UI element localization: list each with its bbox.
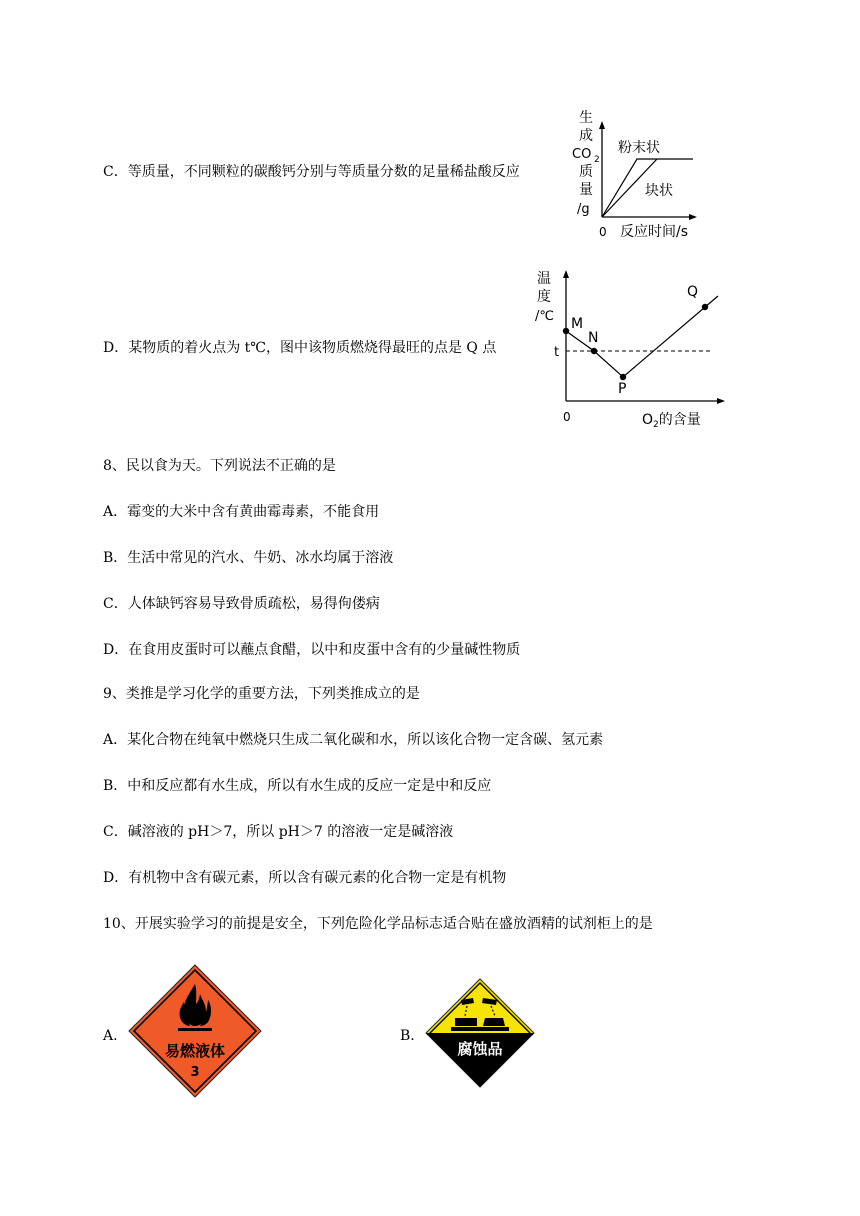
chart-c-ylabel-1: 生 bbox=[579, 110, 593, 126]
q9-option-c: C．碱溶液的 pH＞7，所以 pH＞7 的溶液一定是碱溶液 bbox=[103, 824, 454, 840]
chart-c-ylabel-4: 质 bbox=[579, 164, 593, 180]
corrosive-sign bbox=[425, 978, 535, 1088]
chart-d-xlabel: $O_2$的含量 bbox=[642, 412, 701, 430]
chart-temperature-vs-o2 bbox=[532, 265, 732, 435]
label-m: M bbox=[571, 316, 584, 332]
point-q bbox=[702, 304, 708, 310]
q9-option-d: D．有机物中含有碳元素，所以含有碳元素的化合物一定是有机物 bbox=[103, 870, 507, 886]
q10-option-a-label: A. bbox=[103, 1028, 118, 1044]
legend-powder: 粉末状 bbox=[618, 140, 660, 156]
flammable-liquid-sign bbox=[128, 964, 262, 1098]
q9-option-b: B．中和反应都有水生成，所以有水生成的反应一定是中和反应 bbox=[103, 778, 492, 794]
q8-option-d: D．在食用皮蛋时可以蘸点食醋，以中和皮蛋中含有的少量碱性物质 bbox=[103, 642, 521, 658]
chart-c-y-arrow bbox=[599, 121, 605, 129]
label-n: N bbox=[588, 330, 599, 346]
chart-d-x-arrow bbox=[717, 398, 725, 404]
chart-d-t-label: t bbox=[554, 345, 560, 360]
q8-option-a: A．霉变的大米中含有黄曲霉毒素，不能食用 bbox=[103, 504, 380, 520]
q9-stem: 9、类推是学习化学的重要方法，下列类推成立的是 bbox=[103, 686, 420, 702]
chart-c-x-arrow bbox=[689, 214, 697, 220]
chart-d-ylabel-2: 度 bbox=[537, 289, 551, 305]
chart-d-origin: 0 bbox=[563, 410, 571, 424]
q7-option-d: D．某物质的着火点为 t℃，图中该物质燃烧得最旺的点是 Q 点 bbox=[103, 340, 497, 356]
q10-stem: 10、开展实验学习的前提是安全，下列危险化学品标志适合贴在盛放酒精的试剂柜上的是 bbox=[103, 916, 653, 932]
label-q: Q bbox=[687, 284, 699, 300]
q9-option-a: A．某化合物在纯氧中燃烧只生成二氧化碳和水，所以该化合物一定含碳、氢元素 bbox=[103, 732, 604, 748]
chart-c-ylabel-6: /g bbox=[577, 202, 590, 217]
chart-co2-vs-time bbox=[565, 105, 705, 240]
chart-c-ylabel-3: CO bbox=[572, 147, 592, 162]
legend-lump: 块状 bbox=[645, 183, 673, 199]
q10-option-b-label: B. bbox=[400, 1028, 415, 1044]
point-p bbox=[620, 374, 626, 380]
corrosive-text: 腐蚀品 bbox=[457, 1040, 503, 1058]
q7-option-c: C．等质量，不同颗粒的碳酸钙分别与等质量分数的足量稀盐酸反应 bbox=[103, 164, 520, 180]
q8-stem: 8、民以食为天。下列说法不正确的是 bbox=[103, 458, 336, 474]
point-m bbox=[563, 328, 569, 334]
chart-c-ylabel-5: 量 bbox=[579, 182, 593, 198]
chart-c-xlabel: 反应时间/s bbox=[620, 224, 689, 240]
label-p: P bbox=[618, 381, 627, 397]
chart-c-ylabel-3-sub: 2 bbox=[594, 155, 600, 165]
chart-c-ylabel-2: 成 bbox=[579, 128, 593, 144]
q8-option-c: C．人体缺钙容易导致骨质疏松，易得佝偻病 bbox=[103, 596, 380, 612]
flammable-class-number: 3 bbox=[190, 1065, 200, 1080]
chart-d-ylabel-3: /℃ bbox=[535, 309, 554, 324]
point-n bbox=[591, 348, 597, 354]
q8-option-b: B．生活中常见的汽水、牛奶、冰水均属于溶液 bbox=[103, 550, 394, 566]
flammable-liquid-text: 易燃液体 bbox=[164, 1042, 226, 1060]
chart-d-y-arrow bbox=[563, 270, 569, 278]
chart-d-ylabel-1: 温 bbox=[537, 271, 551, 287]
chart-c-origin: 0 bbox=[599, 225, 607, 239]
